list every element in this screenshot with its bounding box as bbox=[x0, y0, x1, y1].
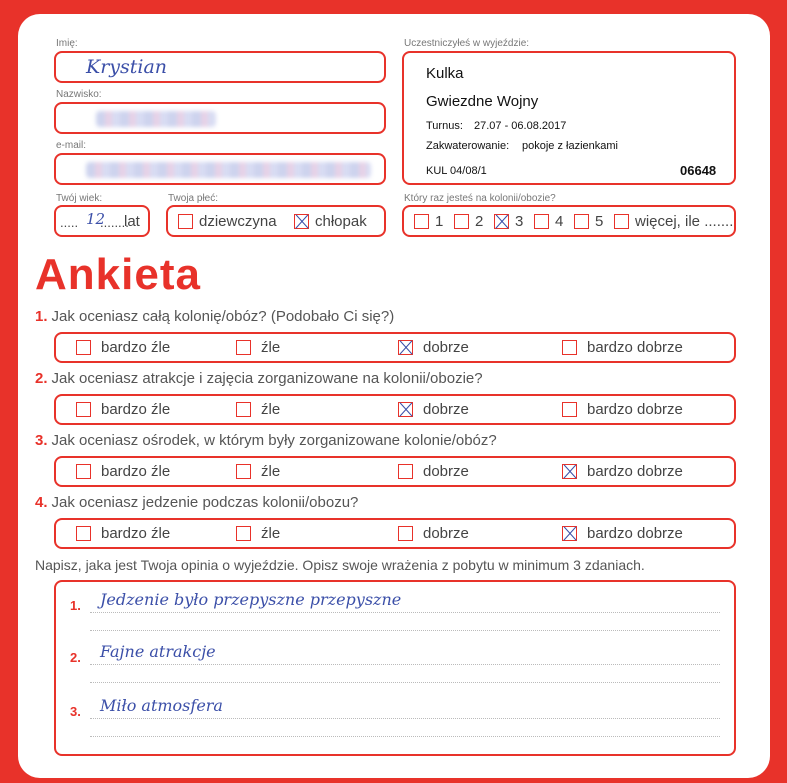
rating-option[interactable] bbox=[398, 525, 469, 542]
rating-option[interactable] bbox=[236, 401, 280, 418]
age-dots-right: ........ bbox=[100, 215, 129, 230]
opinion-line-text: Miło atmosfera bbox=[100, 696, 223, 715]
trip-code: KUL 04/08/1 bbox=[426, 165, 487, 177]
rating-option[interactable] bbox=[236, 525, 280, 542]
name-label: Imię: bbox=[56, 38, 78, 49]
rating-checkbox[interactable] bbox=[236, 340, 251, 355]
rating-label: dobrze bbox=[423, 463, 469, 480]
times-1-checkbox[interactable] bbox=[414, 214, 429, 229]
question-2 bbox=[35, 370, 483, 387]
rating-checkbox[interactable] bbox=[398, 464, 413, 479]
times-label: Który raz jesteś na kolonii/obozie? bbox=[404, 193, 556, 204]
rating-option[interactable] bbox=[562, 525, 683, 542]
rating-checkbox[interactable] bbox=[76, 340, 91, 355]
times-option-5[interactable] bbox=[574, 213, 603, 230]
rating-option[interactable] bbox=[398, 463, 469, 480]
question-number: 1. bbox=[35, 308, 48, 325]
rating-checkbox[interactable] bbox=[76, 402, 91, 417]
surname-field[interactable] bbox=[54, 102, 386, 134]
email-field[interactable] bbox=[54, 153, 386, 185]
gender-option-girl[interactable] bbox=[178, 213, 277, 230]
question-text: Jak oceniasz ośrodek, w którym były zorganizowane kolonie/obóz? bbox=[51, 432, 497, 449]
age-field[interactable] bbox=[54, 205, 150, 237]
question-number: 2. bbox=[35, 370, 48, 387]
rating-label: bardzo dobrze bbox=[587, 339, 683, 356]
rating-checkbox[interactable] bbox=[562, 340, 577, 355]
times-4-label: 4 bbox=[555, 213, 564, 230]
question-4 bbox=[35, 494, 358, 511]
question-number: 4. bbox=[35, 494, 48, 511]
rating-option[interactable] bbox=[76, 339, 170, 356]
writing-line bbox=[90, 664, 720, 665]
question-number: 3. bbox=[35, 432, 48, 449]
rating-label: źle bbox=[261, 525, 281, 542]
trip-line1: Kulka bbox=[426, 65, 464, 82]
times-4-checkbox[interactable] bbox=[534, 214, 549, 229]
boy-label: chłopak bbox=[315, 213, 367, 230]
rating-option[interactable] bbox=[398, 401, 469, 418]
rating-checkbox[interactable] bbox=[76, 464, 91, 479]
rating-checkbox[interactable] bbox=[76, 526, 91, 541]
girl-checkbox[interactable] bbox=[178, 214, 193, 229]
rating-option[interactable] bbox=[76, 525, 170, 542]
times-2-checkbox[interactable] bbox=[454, 214, 469, 229]
rating-option[interactable] bbox=[562, 463, 683, 480]
rating-label: bardzo dobrze bbox=[587, 401, 683, 418]
opinion-line-number: 2. bbox=[70, 650, 81, 665]
age-dots-left: ..... bbox=[60, 215, 79, 230]
rating-checkbox[interactable] bbox=[398, 526, 413, 541]
accommodation-label: Zakwaterowanie: bbox=[426, 140, 510, 152]
opinion-line-text: Jedzenie było przepyszne przepyszne bbox=[100, 590, 402, 609]
rating-checkbox[interactable] bbox=[236, 526, 251, 541]
rating-option[interactable] bbox=[398, 339, 469, 356]
question-1 bbox=[35, 308, 394, 325]
writing-line bbox=[90, 612, 720, 613]
rating-label: bardzo dobrze bbox=[587, 463, 683, 480]
rating-label: bardzo źle bbox=[101, 401, 171, 418]
email-label: e-mail: bbox=[56, 140, 87, 151]
trip-line2: Gwiezdne Wojny bbox=[426, 93, 539, 110]
rating-option[interactable] bbox=[76, 401, 170, 418]
rating-checkbox[interactable] bbox=[236, 402, 251, 417]
opinion-line-number: 3. bbox=[70, 704, 81, 719]
name-value: Krystian bbox=[86, 56, 168, 78]
turnus-value: 27.07 - 06.08.2017 bbox=[474, 120, 567, 132]
rating-label: dobrze bbox=[423, 525, 469, 542]
rating-label: bardzo źle bbox=[101, 463, 171, 480]
rating-option[interactable] bbox=[562, 401, 683, 418]
times-more-label: więcej, ile ....... bbox=[635, 213, 734, 230]
opinion-line-text: Fajne atrakcje bbox=[100, 642, 216, 661]
times-1-label: 1 bbox=[435, 213, 444, 230]
age-unit: lat bbox=[124, 213, 140, 230]
writing-line bbox=[90, 736, 720, 737]
trip-box bbox=[402, 51, 736, 185]
boy-checkbox[interactable] bbox=[294, 214, 309, 229]
survey-title: Ankieta bbox=[35, 250, 201, 299]
accommodation-value: pokoje z łazienkami bbox=[522, 140, 618, 152]
times-option-1[interactable] bbox=[414, 213, 443, 230]
writing-line bbox=[90, 718, 720, 719]
gender-option-boy[interactable] bbox=[294, 213, 367, 230]
rating-label: dobrze bbox=[423, 339, 469, 356]
rating-checkbox[interactable] bbox=[236, 464, 251, 479]
writing-line bbox=[90, 682, 720, 683]
rating-checkbox[interactable] bbox=[562, 402, 577, 417]
rating-label: dobrze bbox=[423, 401, 469, 418]
times-3-label: 3 bbox=[515, 213, 524, 230]
rating-checkbox[interactable] bbox=[562, 526, 577, 541]
rating-label: bardzo źle bbox=[101, 339, 171, 356]
question-3 bbox=[35, 432, 497, 449]
age-value: 12 bbox=[86, 210, 106, 228]
rating-option[interactable] bbox=[76, 463, 170, 480]
times-3-checkbox[interactable] bbox=[494, 214, 509, 229]
turnus-label: Turnus: bbox=[426, 120, 463, 132]
question-text: Jak oceniasz całą kolonię/obóz? (Podobało Ci się?) bbox=[51, 308, 395, 325]
rating-label: źle bbox=[261, 401, 281, 418]
opinion-line-number: 1. bbox=[70, 598, 81, 613]
times-5-label: 5 bbox=[595, 213, 604, 230]
times-field bbox=[402, 205, 736, 237]
times-5-checkbox[interactable] bbox=[574, 214, 589, 229]
writing-line bbox=[90, 630, 720, 631]
question-3-options bbox=[54, 456, 736, 487]
times-option-4[interactable] bbox=[534, 213, 563, 230]
question-text: Jak oceniasz jedzenie podczas kolonii/obozu? bbox=[51, 494, 359, 511]
times-2-label: 2 bbox=[475, 213, 484, 230]
age-label: Twój wiek: bbox=[56, 193, 103, 204]
girl-label: dziewczyna bbox=[199, 213, 277, 230]
trip-label: Uczestniczyłeś w wyjeździe: bbox=[404, 38, 530, 49]
rating-checkbox[interactable] bbox=[398, 402, 413, 417]
question-2-options bbox=[54, 394, 736, 425]
redacted-surname bbox=[96, 111, 216, 127]
question-1-options bbox=[54, 332, 736, 363]
redacted-email bbox=[86, 162, 371, 178]
rating-option[interactable] bbox=[236, 463, 280, 480]
rating-label: bardzo źle bbox=[101, 525, 171, 542]
times-more-checkbox[interactable] bbox=[614, 214, 629, 229]
times-option-more[interactable] bbox=[614, 213, 733, 230]
surname-label: Nazwisko: bbox=[56, 89, 102, 100]
question-4-options bbox=[54, 518, 736, 549]
gender-field bbox=[166, 205, 386, 237]
name-field[interactable] bbox=[54, 51, 386, 83]
rating-checkbox[interactable] bbox=[562, 464, 577, 479]
opinion-prompt: Napisz, jaka jest Twoja opinia o wyjeździe. Opisz swoje wrażenia z pobytu w minimum 3 zdaniach. bbox=[35, 557, 645, 573]
trip-number: 06648 bbox=[680, 163, 717, 178]
rating-label: źle bbox=[261, 463, 281, 480]
rating-label: bardzo dobrze bbox=[587, 525, 683, 542]
gender-label: Twoja płeć: bbox=[168, 193, 219, 204]
rating-option[interactable] bbox=[562, 339, 683, 356]
rating-label: źle bbox=[261, 339, 281, 356]
rating-option[interactable] bbox=[236, 339, 280, 356]
question-text: Jak oceniasz atrakcje i zajęcia zorganizowane na kolonii/obozie? bbox=[51, 370, 483, 387]
times-option-2[interactable] bbox=[454, 213, 483, 230]
rating-checkbox[interactable] bbox=[398, 340, 413, 355]
times-option-3[interactable] bbox=[494, 213, 523, 230]
